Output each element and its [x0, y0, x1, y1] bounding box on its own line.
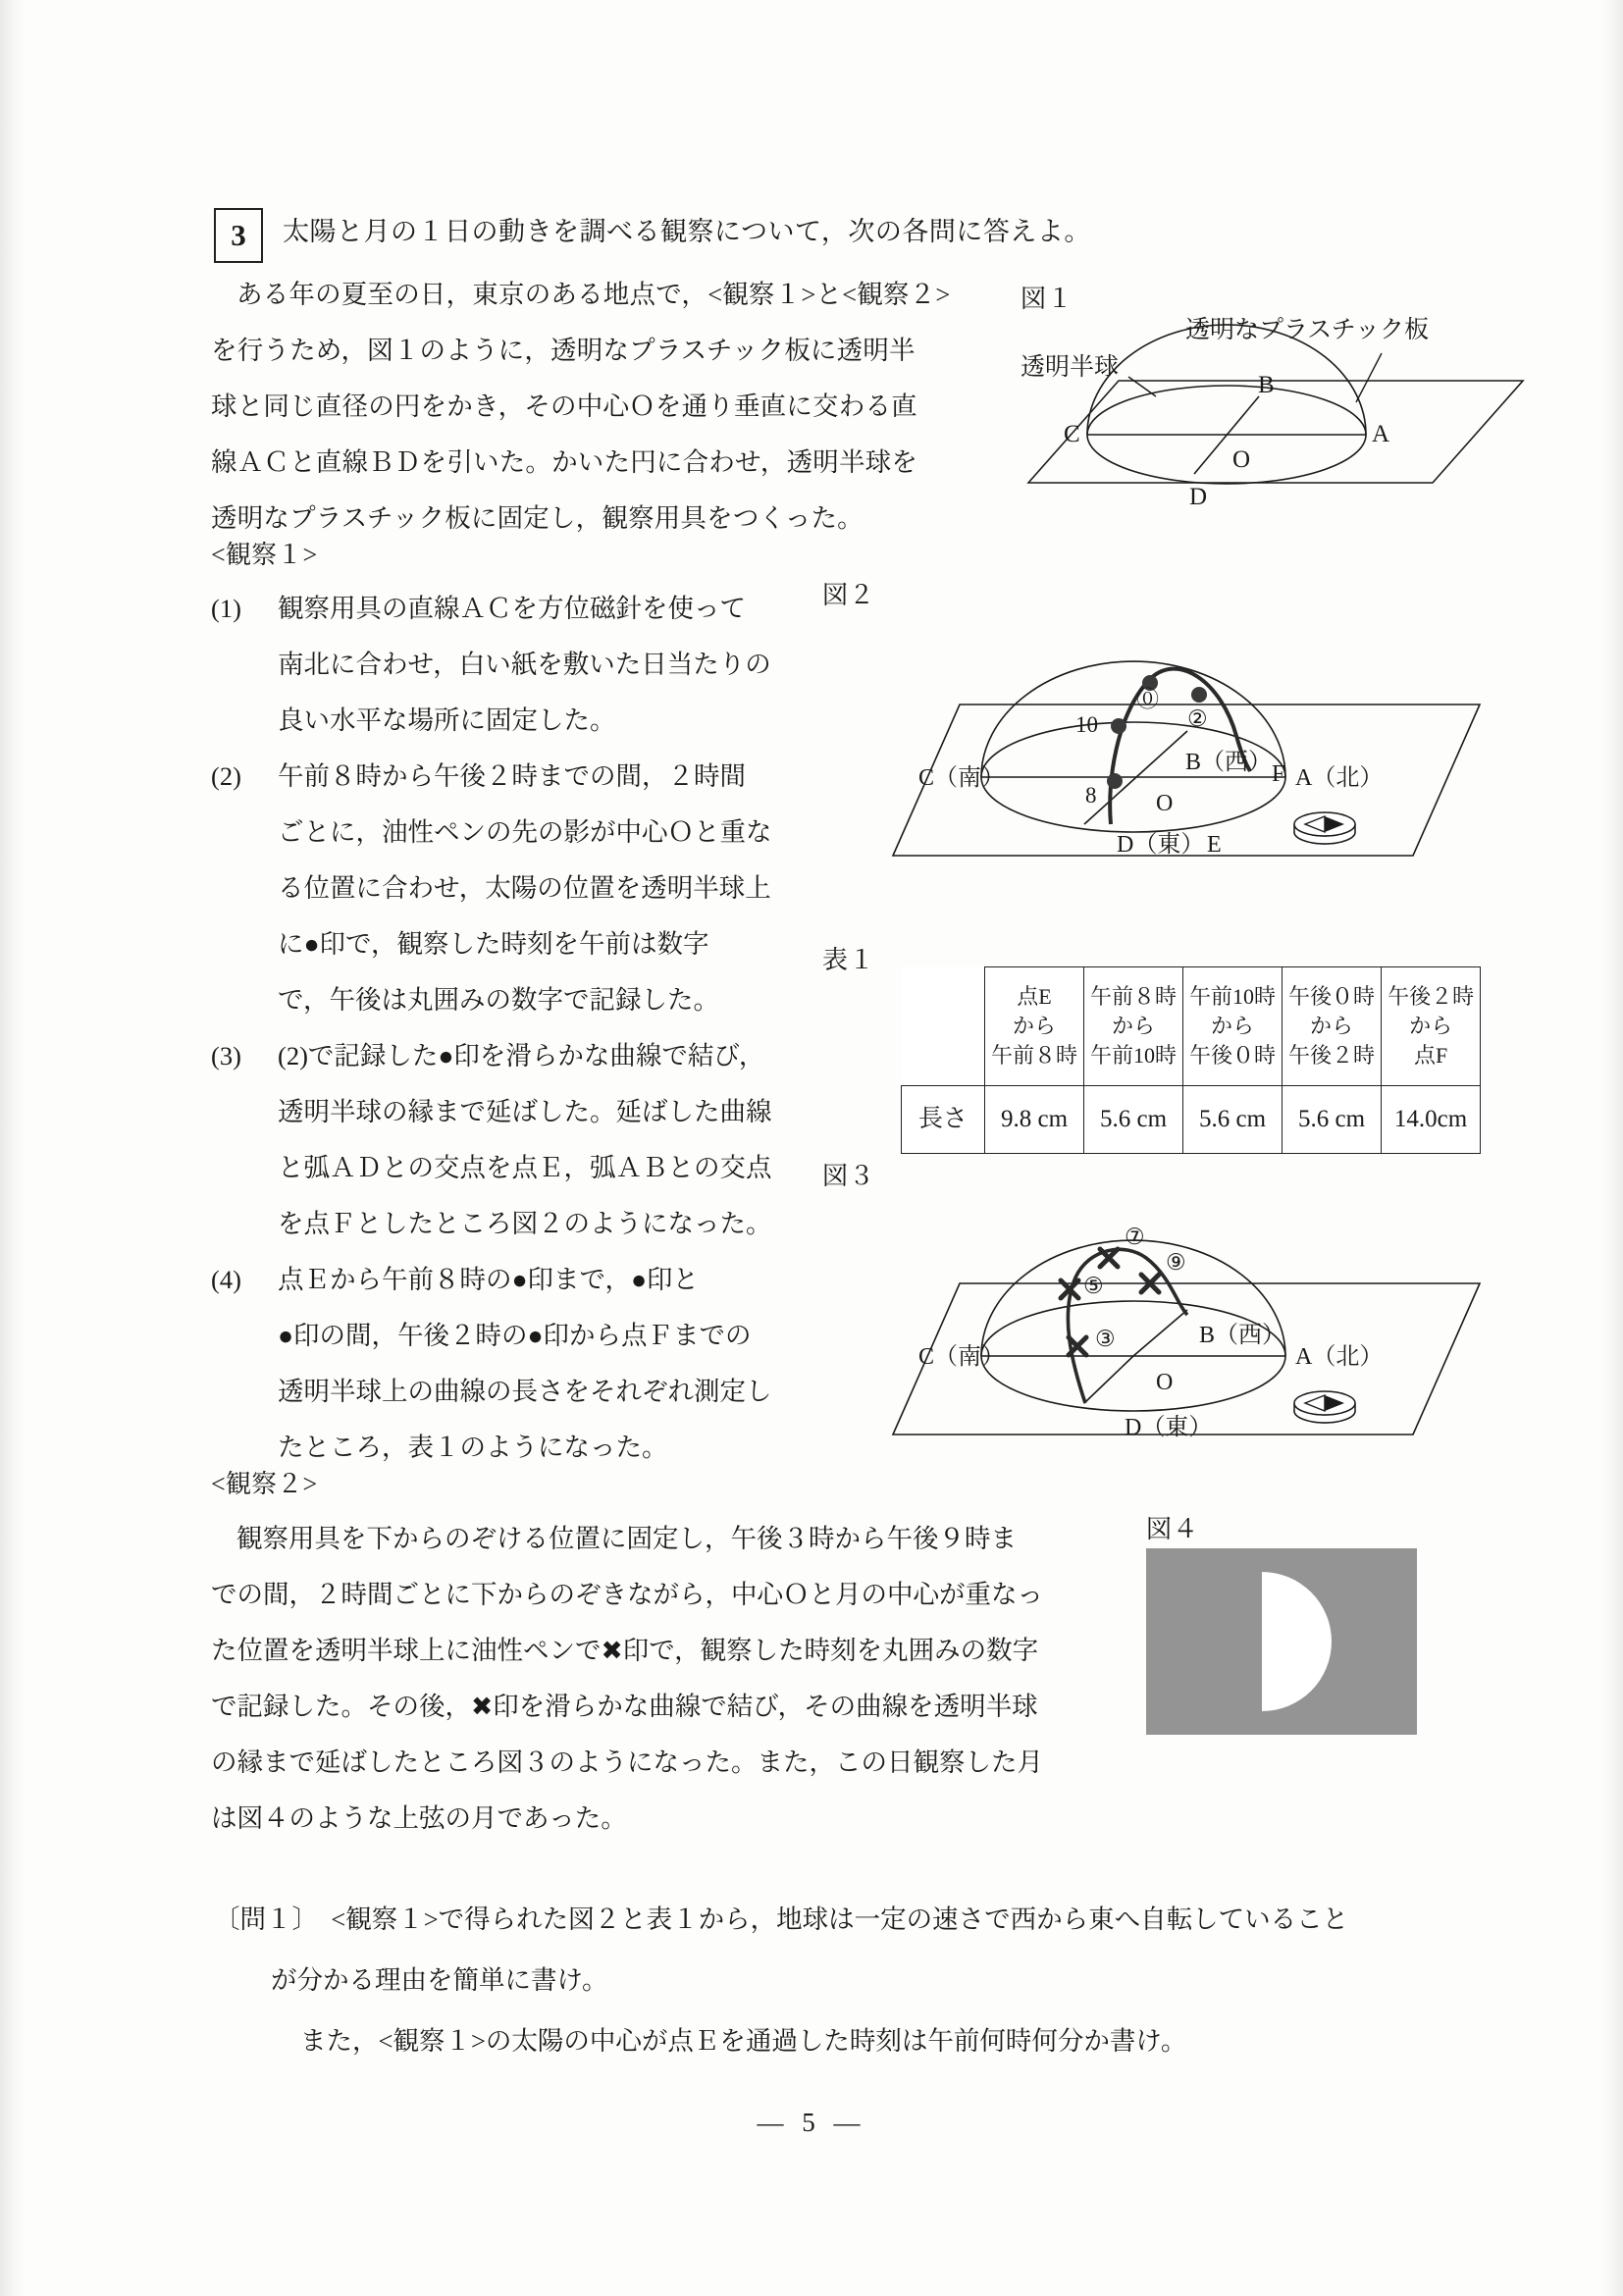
fig2-label-mark-8: 8 — [1085, 783, 1097, 808]
obs2-line: 観察用具を下からのぞける位置に固定し，午後３時から午後９時ま — [236, 1524, 1017, 1553]
figure3-caption: 図３ — [822, 1162, 876, 1190]
fig2-label-mark-10: 10 — [1075, 712, 1098, 737]
fig3-label-mark-3: ③ — [1095, 1327, 1116, 1351]
scan-edge-right — [1601, 0, 1623, 2296]
figure1-caption: 図１ — [1021, 285, 1074, 313]
fig3-label-mark-9: ⑨ — [1166, 1250, 1186, 1275]
leader-plate — [1356, 353, 1382, 402]
col-line: 午後０時 — [1189, 1043, 1277, 1068]
sun-mark-14 — [1191, 687, 1207, 703]
obs2-line: の縁まで延ばしたところ図３のようになった。また，この日観察した月 — [211, 1748, 1043, 1777]
table-header-row — [902, 967, 1481, 1086]
figure-1 — [981, 294, 1531, 549]
item-line: 観察用具の直線ＡＣを方位磁針を使って — [278, 594, 746, 623]
fig3-label-mark-5: ⑤ — [1083, 1274, 1104, 1298]
fig1-label-plate: 透明なプラスチック板 — [1185, 317, 1430, 343]
col-line: 午前８時 — [991, 1043, 1078, 1068]
fig2-label-B: B（西） — [1185, 750, 1273, 775]
observation2-paragraph — [211, 1511, 1202, 1847]
fig1-label-A: A — [1372, 421, 1390, 447]
item-body — [211, 1252, 898, 1476]
table1-caption: 表１ — [822, 946, 876, 974]
fig2-label-D: D（東） — [1117, 832, 1205, 858]
prompt1-line-2: が分かる理由を簡単に書け。 — [271, 1965, 608, 1995]
compass-icon — [1294, 812, 1355, 844]
list-item — [211, 749, 898, 1028]
item-line: を点Ｆとしたところ図２のようになった。 — [278, 1209, 772, 1238]
table-cell: 5.6 cm — [1084, 1086, 1183, 1154]
col-line: から — [1409, 1014, 1453, 1038]
fig1-label-O: O — [1232, 446, 1251, 473]
figure-4 — [1146, 1548, 1417, 1735]
item-line: ごとに，油性ペンの先の影が中心Ｏと重な — [278, 817, 772, 847]
observation1-heading: <観察１> — [211, 541, 318, 569]
item-marker: (1) — [211, 594, 241, 623]
fig2-label-C: C（南） — [918, 765, 1006, 791]
item-line: 透明半球上の曲線の長さをそれぞれ測定し — [278, 1377, 772, 1406]
item-marker: (4) — [211, 1265, 241, 1294]
item-line: る位置に合わせ，太陽の位置を透明半球上 — [278, 873, 771, 903]
col-line: から — [1310, 1014, 1354, 1038]
item-line: (2)で記録した●印を滑らかな曲線で結び， — [278, 1041, 765, 1070]
fig2-label-mark-14: ② — [1187, 706, 1208, 731]
intro-line-2: を行うため，図１のように，透明なプラスチック板に透明半 — [211, 336, 916, 365]
item-line: たところ，表１のようになった。 — [278, 1433, 668, 1462]
observation2-heading: <観察２> — [211, 1470, 318, 1498]
table-cell: 5.6 cm — [1183, 1086, 1283, 1154]
table-row — [902, 1086, 1481, 1154]
fig3-label-C: C（南） — [918, 1344, 1006, 1370]
item-line: と弧ＡＤとの交点を点Ｅ，弧ＡＢとの交点 — [278, 1153, 772, 1182]
sun-mark-8 — [1107, 773, 1123, 789]
fig1-label-D: D — [1189, 484, 1208, 510]
fig3-label-O: O — [1156, 1370, 1174, 1395]
table-col-header — [1183, 967, 1283, 1086]
list-item — [211, 1028, 898, 1252]
item-marker: (2) — [211, 761, 241, 791]
fig2-label-F: F — [1272, 761, 1285, 787]
col-line: 午前10時 — [1090, 1043, 1178, 1068]
fig1-label-hemisphere: 透明半球 — [1021, 354, 1120, 381]
col-line: 午後２時 — [1387, 984, 1475, 1009]
table-cell: 5.6 cm — [1283, 1086, 1382, 1154]
figure-2 — [883, 589, 1492, 873]
figure4-caption: 図４ — [1146, 1515, 1200, 1543]
fig1-label-B: B — [1258, 372, 1275, 398]
table-col-header — [985, 967, 1084, 1086]
table-1 — [901, 966, 1481, 1154]
observation1-items — [211, 581, 898, 1476]
intro-line-3: 球と同じ直径の円をかき，その中心Ｏを通り垂直に交わる直 — [211, 391, 917, 421]
col-line: 点F — [1413, 1043, 1448, 1068]
col-line: 点E — [1017, 984, 1052, 1009]
table-col-header — [1283, 967, 1382, 1086]
figure-3 — [883, 1168, 1492, 1452]
item-body — [211, 749, 898, 1028]
table-col-header — [1382, 967, 1481, 1086]
leader-hemisphere — [1128, 377, 1156, 396]
item-body — [211, 1028, 898, 1252]
item-line: 点Ｅから午前８時の●印まで，●印と — [278, 1265, 699, 1294]
table-corner-cell — [902, 967, 985, 1086]
item-line: 良い水平な場所に固定した。 — [278, 705, 616, 735]
item-line: ●印の間，午後２時の●印から点Ｆまでの — [278, 1321, 752, 1350]
intro-line-4: 線ＡＣと直線ＢＤを引いた。かいた円に合わせ，透明半球を — [211, 447, 918, 477]
table-col-header — [1084, 967, 1183, 1086]
item-body — [211, 581, 898, 749]
table-row-label: 長さ — [902, 1086, 985, 1154]
col-line: から — [1211, 1014, 1255, 1038]
fig3-label-D: D（東） — [1125, 1415, 1213, 1440]
obs2-line: で記録した。その後，✖印を滑らかな曲線で結び，その曲線を透明半球 — [211, 1692, 1038, 1721]
item-line: 午前８時から午後２時までの間，２時間 — [278, 761, 746, 791]
item-line: 透明半球の縁まで延ばした。延ばした曲線 — [278, 1097, 772, 1126]
fig2-label-E: E — [1207, 832, 1222, 858]
fig3-label-mark-7: ⑦ — [1125, 1225, 1145, 1249]
table-cell: 9.8 cm — [985, 1086, 1084, 1154]
fig3-label-B: B（西） — [1199, 1323, 1286, 1348]
col-line: から — [1013, 1014, 1057, 1038]
item-line: に●印で，観察した時刻を午前は数字 — [278, 929, 709, 959]
intro-paragraph — [211, 267, 951, 547]
item-line: 南北に合わせ，白い紙を敷いた日当たりの — [278, 650, 771, 679]
scan-edge-left — [0, 0, 26, 2296]
item-marker: (3) — [211, 1041, 241, 1070]
compass-icon — [1294, 1391, 1355, 1423]
col-line: 午後２時 — [1288, 1043, 1376, 1068]
list-item — [211, 1252, 898, 1476]
col-line: 午前10時 — [1189, 984, 1277, 1009]
question-lead-text: 太陽と月の１日の動きを調べる観察について，次の各問に答えよ。 — [283, 217, 1091, 246]
question-number: 3 — [231, 218, 246, 252]
sun-mark-10 — [1111, 718, 1126, 734]
prompt1-line-1: 〔問１〕 <観察１>で得られた図２と表１から，地球は一定の速さで西から東へ自転していること — [214, 1905, 1349, 1934]
item-line: で，午後は丸囲みの数字で記録した。 — [278, 985, 719, 1015]
col-line: 午後０時 — [1288, 984, 1376, 1009]
question-number-box — [214, 208, 263, 263]
page-number: — 5 — — [757, 2108, 866, 2137]
fig2-label-mark-12: ⓪ — [1136, 687, 1159, 711]
obs2-line: た位置を透明半球上に油性ペンで✖印で，観察した時刻を丸囲みの数字 — [211, 1636, 1039, 1665]
intro-line-1: ある年の夏至の日，東京のある地点で，<観察１>と<観察２> — [236, 280, 951, 309]
table-cell: 14.0cm — [1382, 1086, 1481, 1154]
obs2-line: での間，２時間ごとに下からのぞきながら，中心Ｏと月の中心が重なっ — [211, 1580, 1043, 1609]
col-line: 午前８時 — [1090, 984, 1178, 1009]
fig3-label-A: A（北） — [1295, 1344, 1384, 1370]
intro-line-5: 透明なプラスチック板に固定し，観察用具をつくった。 — [211, 503, 864, 533]
fig2-label-O: O — [1156, 791, 1174, 816]
moon-image — [1146, 1548, 1417, 1735]
figure2-caption: 図２ — [822, 581, 876, 609]
prompt1-line-3: また，<観察１>の太陽の中心が点Ｅを通過した時刻は午前何時何分か書け。 — [300, 2026, 1187, 2056]
col-line: から — [1112, 1014, 1156, 1038]
fig2-label-A: A（北） — [1295, 765, 1384, 791]
obs2-line: は図４のような上弦の月であった。 — [211, 1803, 627, 1833]
prompt-1 — [214, 1889, 1431, 2071]
list-item — [211, 581, 898, 749]
fig1-label-C: C — [1064, 421, 1080, 447]
